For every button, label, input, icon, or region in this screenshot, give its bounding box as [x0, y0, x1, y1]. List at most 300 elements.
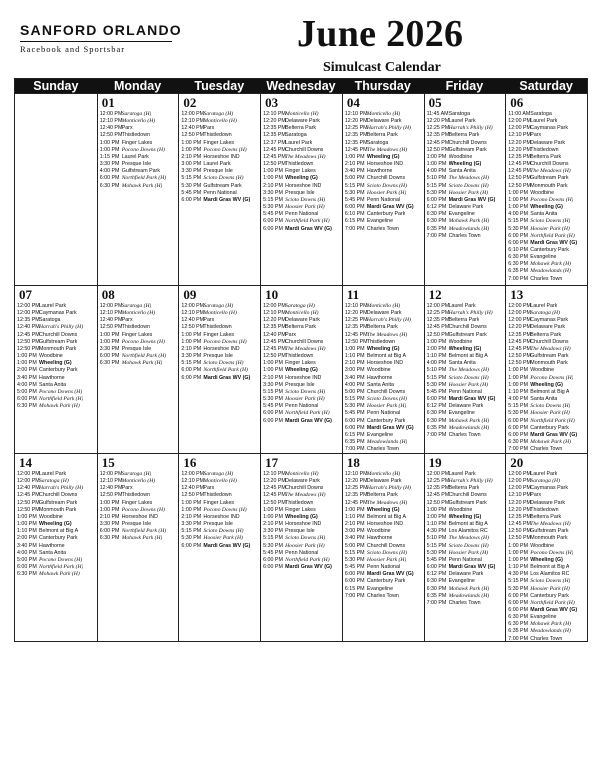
race-track: Canterbury Park — [530, 424, 569, 431]
race-time: 12:00 PM — [17, 478, 40, 485]
race-entry — [345, 346, 422, 353]
race-track: Meadowlands (H) — [530, 268, 571, 275]
race-track: Northfield Park (H) — [39, 564, 84, 571]
race-track: Belmont at Big A — [366, 353, 407, 360]
race-entry — [345, 439, 422, 446]
race-track: Santa Anita — [530, 396, 558, 403]
race-time: 5:00 PM — [17, 388, 37, 395]
race-entry — [100, 140, 177, 147]
race-track: Mardi Gras WV (G) — [448, 396, 496, 403]
race-track: Churchill Downs — [285, 485, 324, 492]
race-time: 12:40 PM — [263, 331, 286, 338]
race-time: 2:10 PM — [344, 521, 365, 528]
race-time: 3:30 PM — [263, 528, 283, 535]
race-track: Wheeling (G) — [366, 506, 400, 513]
race-track: The Meadows (H) — [285, 492, 326, 499]
race-entry — [508, 254, 585, 261]
race-track: Saratoga (H) — [39, 478, 69, 485]
race-track: The Meadows (H) — [530, 168, 571, 175]
race-entry — [427, 425, 504, 432]
race-track: Charles Town — [530, 275, 563, 282]
race-track: Monticello (H) — [121, 310, 156, 317]
race-time: 5:00 PM — [344, 175, 365, 182]
race-entry — [17, 485, 95, 492]
race-list — [263, 471, 340, 571]
race-entry — [427, 535, 504, 542]
race-entry — [263, 147, 340, 154]
race-entry — [263, 521, 340, 528]
race-track: Presque Isle — [285, 528, 315, 535]
race-list — [508, 111, 585, 283]
race-track: Wheeling (G) — [285, 513, 318, 520]
race-entry — [181, 125, 258, 132]
race-time: 5:15 PM — [426, 374, 447, 381]
race-entry — [345, 500, 422, 507]
race-time: 6:30 PM — [508, 621, 529, 628]
race-entry — [181, 528, 258, 535]
race-entry — [345, 111, 422, 118]
calendar-week — [15, 453, 587, 641]
race-entry — [508, 403, 585, 410]
race-entry — [427, 564, 504, 571]
race-time: 5:10 PM — [426, 367, 447, 374]
race-track: Pocono Downs (H) — [39, 556, 83, 563]
race-entry — [17, 382, 95, 389]
race-list — [345, 111, 422, 233]
race-entry — [508, 276, 585, 283]
race-track: Thistledown — [203, 132, 232, 139]
race-track: Monticello (H) — [203, 478, 237, 485]
race-entry — [345, 543, 422, 550]
race-entry — [181, 535, 258, 542]
race-time: 1:10 PM — [426, 521, 447, 528]
race-entry — [508, 175, 585, 182]
race-time: 5:30 PM — [508, 225, 529, 232]
calendar — [14, 78, 588, 642]
race-time: 6:00 PM — [508, 232, 529, 239]
race-entry — [100, 360, 177, 367]
race-track: Harrah's Philly (H) — [366, 317, 411, 324]
race-entry — [263, 528, 340, 535]
race-entry — [427, 586, 504, 593]
race-entry — [263, 168, 340, 175]
race-track: Gulfstream Park — [448, 146, 487, 153]
race-entry — [345, 410, 422, 417]
race-time: 12:40 PM — [17, 324, 40, 331]
race-time: 6:30 PM — [426, 211, 447, 218]
race-time: 6:35 PM — [426, 225, 447, 232]
race-entry — [508, 168, 585, 175]
race-time: 12:20 PM — [344, 310, 368, 317]
race-track: Evangeline — [530, 614, 557, 621]
race-track: Delaware Park — [285, 478, 320, 485]
race-time: 2:10 PM — [344, 360, 365, 367]
day-number: 02 — [183, 95, 197, 110]
race-entry — [345, 211, 422, 218]
race-track: Presque Isle — [203, 168, 233, 175]
race-time: 12:35 PM — [426, 485, 450, 492]
race-entry — [17, 303, 95, 310]
race-track: Northfield Park (H) — [39, 396, 84, 403]
race-time: 6:00 PM — [426, 396, 447, 403]
race-track: Harrah's Philly (H) — [448, 478, 493, 485]
race-entry — [508, 204, 585, 211]
race-time: 3:30 PM — [263, 381, 283, 388]
race-entry — [508, 303, 585, 310]
race-time: 5:30 PM — [508, 585, 529, 592]
race-time: 5:45 PM — [426, 388, 447, 395]
race-track: Meadowlands (H) — [448, 225, 490, 232]
race-entry — [345, 218, 422, 225]
day-number: 13 — [510, 287, 524, 302]
race-time: 3:00 PM — [181, 161, 202, 168]
race-entry — [427, 346, 504, 353]
race-track: Saratoga — [448, 111, 471, 117]
race-track: Laurel Park — [203, 161, 231, 168]
race-track: Gulfstream Park — [448, 331, 487, 338]
race-entry — [263, 543, 340, 550]
race-track: Woodbine — [366, 528, 391, 535]
race-track: Scioto Downs (H) — [203, 528, 244, 535]
race-track: Gulfstream Park — [530, 528, 569, 535]
race-entry — [427, 550, 504, 557]
race-entry — [17, 492, 95, 499]
race-entry — [508, 324, 585, 331]
race-entry — [345, 339, 422, 346]
race-track: Horseshoe IND — [285, 374, 322, 381]
race-track: Scioto Downs (H) — [530, 578, 571, 585]
race-track: Monmouth Park — [530, 182, 568, 189]
race-time: 5:15 PM — [508, 403, 529, 410]
race-time: 1:00 PM — [99, 338, 120, 345]
race-entry — [345, 492, 422, 499]
race-time: 12:50 PM — [17, 499, 40, 506]
race-time: 12:40 PM — [181, 125, 205, 132]
race-entry — [100, 118, 177, 125]
race-track: Canterbury Park — [39, 367, 78, 374]
race-entry — [263, 140, 340, 147]
race-time: 11:00 AM — [508, 111, 531, 117]
race-track: Mardi Gras WV (G) — [203, 196, 251, 203]
race-entry — [17, 550, 95, 557]
race-entry — [181, 492, 258, 499]
race-entry — [100, 154, 177, 161]
race-list — [263, 303, 340, 425]
race-track: Saratoga — [366, 139, 389, 146]
race-time: 2:00 PM — [17, 367, 37, 374]
race-entry — [17, 528, 95, 535]
race-time: 1:00 PM — [508, 549, 529, 556]
race-track: Hoosier Park (H) — [366, 556, 407, 563]
race-time: 1:00 PM — [263, 175, 283, 182]
race-entry — [427, 339, 504, 346]
race-entry — [345, 310, 422, 317]
race-track: Delaware Park — [285, 118, 320, 125]
race-track: Harrah's Philly (H) — [366, 125, 411, 132]
race-track: Harrah's Philly (H) — [366, 485, 411, 492]
race-time: 12:50 PM — [263, 161, 286, 168]
race-entry — [508, 543, 585, 550]
calendar-day-cell — [260, 454, 342, 641]
race-time: 12:50 PM — [344, 338, 368, 345]
race-time: 12:45 PM — [263, 345, 286, 352]
race-entry — [100, 147, 177, 154]
race-entry — [345, 571, 422, 578]
race-track: Finger Lakes — [285, 360, 316, 367]
race-time: 6:30 PM — [508, 261, 529, 268]
race-time: 2:10 PM — [181, 153, 202, 160]
race-time: 6:00 PM — [181, 367, 202, 374]
race-track: Penn National — [285, 549, 319, 556]
race-entry — [508, 161, 585, 168]
race-entry — [345, 353, 422, 360]
race-track: Gulfstream Park — [121, 168, 160, 175]
race-time: 12:35 PM — [344, 324, 368, 331]
race-entry — [427, 492, 504, 499]
race-track: Delaware Park — [530, 499, 566, 506]
race-track: Hawthorne — [39, 542, 65, 549]
race-track: Finger Lakes — [203, 331, 235, 338]
race-track: Belterra Park — [448, 317, 480, 324]
race-track: Scioto Downs (H) — [203, 360, 244, 367]
race-time: 12:40 PM — [17, 485, 40, 492]
race-time: 12:20 PM — [344, 478, 368, 485]
race-track: Hoosier Park (H) — [530, 225, 570, 232]
race-entry — [345, 521, 422, 528]
race-entry — [345, 125, 422, 132]
race-time: 1:00 PM — [263, 367, 283, 374]
race-track: Mardi Gras WV (G) — [530, 431, 578, 438]
race-time: 1:00 PM — [99, 331, 120, 338]
weekday-friday: Friday — [445, 79, 484, 93]
race-time: 4:00 PM — [508, 396, 529, 403]
race-entry — [427, 410, 504, 417]
race-track: Hawthorne — [366, 168, 393, 175]
race-track: Woodbine — [39, 513, 63, 520]
race-entry — [508, 346, 585, 353]
race-time: 1:00 PM — [426, 345, 447, 352]
race-entry — [17, 507, 95, 514]
race-entry — [263, 564, 340, 571]
race-time: 6:35 PM — [508, 268, 529, 275]
race-entry — [263, 183, 340, 190]
race-time: 12:25 PM — [426, 478, 450, 485]
day-number: 20 — [510, 455, 524, 470]
race-time: 12:45 PM — [508, 161, 531, 168]
race-time: 12:20 PM — [508, 139, 531, 146]
race-time: 12:50 PM — [181, 132, 205, 139]
race-time: 6:00 PM — [508, 592, 529, 599]
race-entry — [508, 353, 585, 360]
race-track: The Meadows (H) — [448, 175, 489, 182]
race-time: 12:00 PM — [17, 303, 40, 309]
race-entry — [181, 543, 258, 550]
race-time: 4:00 PM — [17, 549, 37, 556]
race-time: 3:40 PM — [17, 374, 37, 381]
race-time: 12:50 PM — [181, 492, 205, 499]
race-track: Pocono Downs (H) — [203, 506, 247, 513]
race-track: Horseshoe IND — [203, 513, 240, 520]
day-number: 03 — [265, 95, 279, 110]
race-track: Mohawk Park (H) — [530, 261, 571, 268]
race-time: 2:10 PM — [99, 513, 120, 520]
race-time: 12:50 PM — [99, 492, 123, 499]
race-entry — [508, 478, 585, 485]
race-time: 4:00 PM — [344, 381, 365, 388]
race-entry — [508, 339, 585, 346]
race-time: 12:25 PM — [426, 310, 450, 317]
race-entry — [508, 367, 585, 374]
calendar-day-cell — [424, 94, 506, 285]
race-track: Belterra Park — [448, 132, 480, 139]
race-entry — [181, 324, 258, 331]
race-entry — [17, 500, 95, 507]
race-entry — [427, 140, 504, 147]
race-time: 6:00 PM — [181, 542, 202, 549]
race-entry — [181, 310, 258, 317]
race-entry — [181, 190, 258, 197]
race-track: Wheeling (G) — [39, 360, 72, 367]
weekday-monday: Monday — [113, 79, 162, 93]
race-time: 12:35 PM — [344, 139, 368, 146]
race-track: Delaware Park — [285, 317, 320, 324]
race-track: Monticello (H) — [285, 111, 319, 117]
race-track: Northfield Park (H) — [203, 367, 248, 374]
race-time: 12:37 PM — [263, 139, 286, 146]
race-time: 1:00 PM — [426, 161, 447, 168]
race-entry — [345, 154, 422, 161]
race-entry — [100, 183, 177, 190]
race-entry — [181, 514, 258, 521]
race-track: Churchill Downs — [366, 175, 406, 182]
race-track: Hawthorne — [39, 374, 65, 381]
race-time: 12:20 PM — [508, 506, 531, 513]
race-time: 3:40 PM — [17, 542, 37, 549]
race-time: 1:00 PM — [263, 168, 283, 175]
race-track: Woodbine — [530, 367, 555, 374]
calendar-day-cell — [178, 94, 260, 285]
race-entry — [17, 514, 95, 521]
race-track: Monticello (H) — [366, 111, 401, 117]
race-entry — [508, 471, 585, 478]
race-entry — [100, 478, 177, 485]
race-time: 12:45 PM — [344, 499, 368, 506]
race-time: 12:45 PM — [508, 345, 531, 352]
race-entry — [345, 514, 422, 521]
race-entry — [17, 324, 95, 331]
race-time: 6:30 PM — [99, 360, 120, 367]
race-time: 6:00 PM — [508, 417, 529, 424]
race-track: Meadowlands (H) — [448, 592, 490, 599]
race-track: Harrah's Philly (H) — [39, 324, 84, 331]
day-number: 01 — [101, 95, 115, 110]
race-track: Belmont at Big A — [530, 388, 570, 395]
race-entry — [508, 432, 585, 439]
race-track: Scioto Downs (H) — [366, 182, 407, 189]
race-time: 6:12 PM — [426, 403, 447, 410]
race-track: Los Alamitos RC — [448, 528, 488, 535]
race-track: Canterbury Park — [366, 211, 406, 218]
race-track: Mardi Gras WV (G) — [366, 204, 414, 211]
race-track: Belterra Park — [530, 331, 562, 338]
race-entry — [263, 367, 340, 374]
race-track: Woodbine — [448, 338, 473, 345]
race-time: 7:00 PM — [508, 446, 529, 453]
race-time: 5:45 PM — [344, 196, 365, 203]
race-track: Parx — [203, 125, 215, 132]
race-time: 12:45 PM — [17, 492, 40, 499]
race-time: 12:45 PM — [263, 485, 286, 492]
race-time: 12:35 PM — [508, 153, 531, 160]
day-number: 04 — [346, 95, 360, 110]
race-track: Woodbine — [530, 189, 555, 196]
day-number: 18 — [346, 455, 360, 470]
race-entry — [100, 471, 177, 478]
race-track: Meadowlands (H) — [366, 438, 408, 445]
race-entry — [263, 125, 340, 132]
race-time: 6:10 PM — [344, 211, 365, 218]
race-entry — [427, 233, 504, 240]
race-entry — [427, 360, 504, 367]
race-entry — [427, 154, 504, 161]
race-track: Wheeling (G) — [285, 175, 318, 182]
race-entry — [345, 446, 422, 453]
race-time: 4:00 PM — [17, 381, 37, 388]
race-track: Charles Town — [530, 635, 563, 641]
race-time: 6:10 PM — [508, 246, 529, 253]
race-time: 1:00 PM — [426, 513, 447, 520]
race-time: 1:00 PM — [17, 521, 37, 528]
race-entry — [263, 418, 340, 425]
race-track: Presque Isle — [121, 345, 152, 352]
race-track: The Meadows (H) — [285, 153, 326, 160]
race-track: Belterra Park — [530, 153, 562, 160]
race-track: Mohawk Park (H) — [530, 621, 571, 628]
race-track: Delaware Park — [448, 403, 484, 410]
race-track: Hoosier Park (H) — [448, 189, 489, 196]
race-time: 1:00 PM — [99, 506, 120, 513]
race-time: 12:00 PM — [508, 310, 531, 317]
race-time: 12:45 PM — [263, 338, 286, 345]
race-entry — [345, 303, 422, 310]
race-time: 4:30 PM — [508, 571, 529, 578]
race-entry — [508, 154, 585, 161]
race-time: 12:45 PM — [508, 168, 531, 175]
race-time: 12:50 PM — [99, 132, 123, 139]
race-entry — [508, 492, 585, 499]
race-entry — [427, 403, 504, 410]
race-track: The Meadows (H) — [285, 345, 326, 352]
race-entry — [345, 528, 422, 535]
race-time: 12:35 PM — [17, 317, 40, 324]
weekday-tuesday: Tuesday — [194, 79, 245, 93]
race-track: Horseshoe IND — [203, 345, 240, 352]
calendar-day-cell — [97, 286, 179, 453]
race-entry — [345, 382, 422, 389]
race-time: 12:00 PM — [508, 125, 531, 132]
race-track: Belterra Park — [285, 324, 317, 331]
race-track: Laurel Park — [448, 471, 476, 477]
race-track: Hoosier Park (H) — [366, 189, 407, 196]
race-track: Parx — [530, 492, 542, 499]
day-number: 15 — [101, 455, 115, 470]
race-time: 12:10 PM — [181, 478, 205, 485]
race-entry — [17, 521, 95, 528]
race-entry — [181, 175, 258, 182]
race-track: Laurel Park — [285, 139, 313, 146]
race-time: 12:45 PM — [263, 492, 286, 499]
race-entry — [263, 492, 340, 499]
